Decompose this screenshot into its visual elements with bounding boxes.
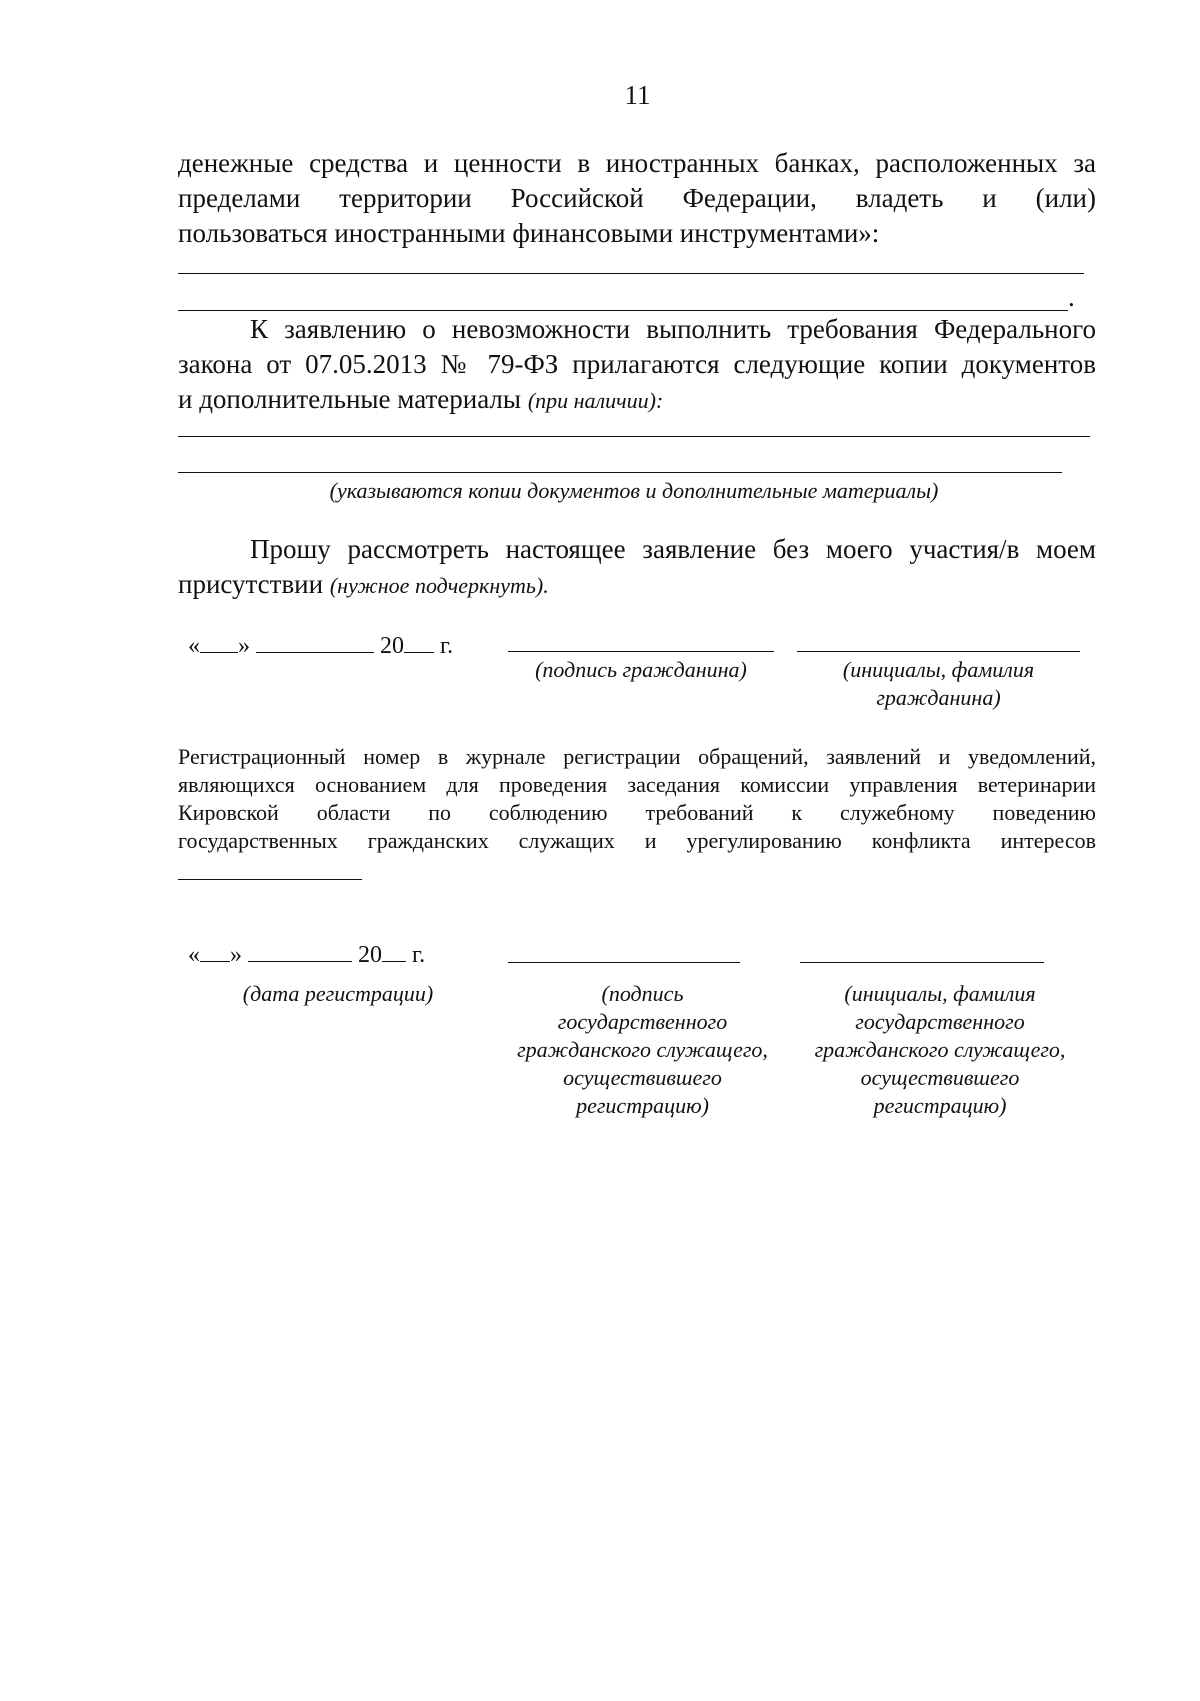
official-signature-caption-line-3: гражданского служащего, [517,1037,768,1062]
attachments-line-2: закона от 07.05.2013 № 79-ФЗ прилагаются следующие копии документов [178,349,1096,379]
official-signature-caption-line-2: государственного [557,1009,728,1034]
request-line-2 [178,567,1096,603]
attachments-paragraph [178,312,1096,418]
registration-year-blank [382,941,406,962]
registration-line-3: Кировской области по соблюдению требований к служебному поведению [178,800,1096,825]
registration-line-1: Регистрационный номер в журнале регистрации обращений, заявлений и уведомлений, [178,744,1096,769]
citizen-signature-line [508,651,774,652]
attachments-note: (при наличии): [527,388,664,413]
attachments-line-1: К заявлению о невозможности выполнить требования Федерального [250,314,1096,344]
official-signature-line [508,962,740,963]
registration-date-close-quote: » [230,942,242,968]
official-signature-caption-line-1: (подпись [601,981,684,1006]
citizen-year-prefix: 20 [380,633,404,659]
official-signature-caption-line-4: осуществившего [563,1065,722,1090]
citizen-name-caption [797,656,1080,712]
official-name-caption-line-1: (инициалы, фамилия [844,981,1036,1006]
request-note: (нужное подчеркнуть). [329,573,549,598]
registration-date-caption: (дата регистрации) [242,981,434,1006]
intro-paragraph [178,146,1096,251]
citizen-date [188,632,453,660]
citizen-day-blank [200,632,238,653]
official-signature-caption-line-5: регистрацию) [576,1093,709,1118]
page-number: 11 [624,80,651,110]
intro-line-1: денежные средства и ценности в иностранных банках, расположенных за [178,148,1096,178]
registration-date-open-quote: « [188,942,200,968]
registration-date [188,941,425,969]
registration-number-line [178,879,362,880]
intro-trailing-dot: . [1068,282,1075,312]
intro-line-2: пределами территории Российской Федерации, владеть и (или) [178,183,1096,213]
intro-fill-line-1 [178,273,1084,274]
citizen-year-blank [404,632,434,653]
citizen-signature-caption: (подпись гражданина) [535,657,747,682]
intro-line-3: пользоваться иностранными финансовыми инструментами»: [178,218,880,248]
attachments-fill-line-1 [178,436,1090,437]
citizen-date-close-quote: » [238,633,250,659]
official-signature-caption [500,980,785,1120]
attachments-line-3-text: и дополнительные материалы [178,384,522,414]
intro-fill-line-2 [178,310,1068,311]
official-name-caption-line-2: государственного [855,1009,1025,1034]
citizen-date-open-quote: « [188,633,200,659]
registration-year-prefix: 20 [358,942,382,968]
attachments-fill-line-2 [178,472,1062,473]
request-line-2-text: присутствии [178,569,324,599]
registration-month-blank [248,941,352,962]
citizen-name-caption-line-1: (инициалы, фамилия [842,657,1035,682]
citizen-name-caption-line-2: гражданина) [876,685,1001,710]
official-name-caption-line-4: осуществившего [860,1065,1020,1090]
registration-line-4: государственных гражданских служащих и урегулированию конфликта интересов [178,828,1096,853]
official-name-caption-line-3: гражданского служащего, [814,1037,1066,1062]
attachments-caption: (указываются копии документов и дополнительные материалы) [329,478,939,503]
official-name-caption-line-5: регистрацию) [873,1093,1007,1118]
citizen-year-suffix: г. [440,633,454,659]
registration-day-blank [200,941,230,962]
citizen-name-line [797,651,1080,652]
registration-year-suffix: г. [412,942,426,968]
official-name-line [800,962,1044,963]
official-name-caption [795,980,1085,1120]
request-paragraph [178,532,1096,603]
request-line-1: Прошу рассмотреть настоящее заявление без моего участия/в моем [250,534,1096,564]
citizen-month-blank [256,632,374,653]
attachments-line-3 [178,382,1096,418]
registration-line-2: являющихся основанием для проведения заседания комиссии управления ветеринарии [178,772,1096,797]
registration-paragraph [178,743,1096,855]
